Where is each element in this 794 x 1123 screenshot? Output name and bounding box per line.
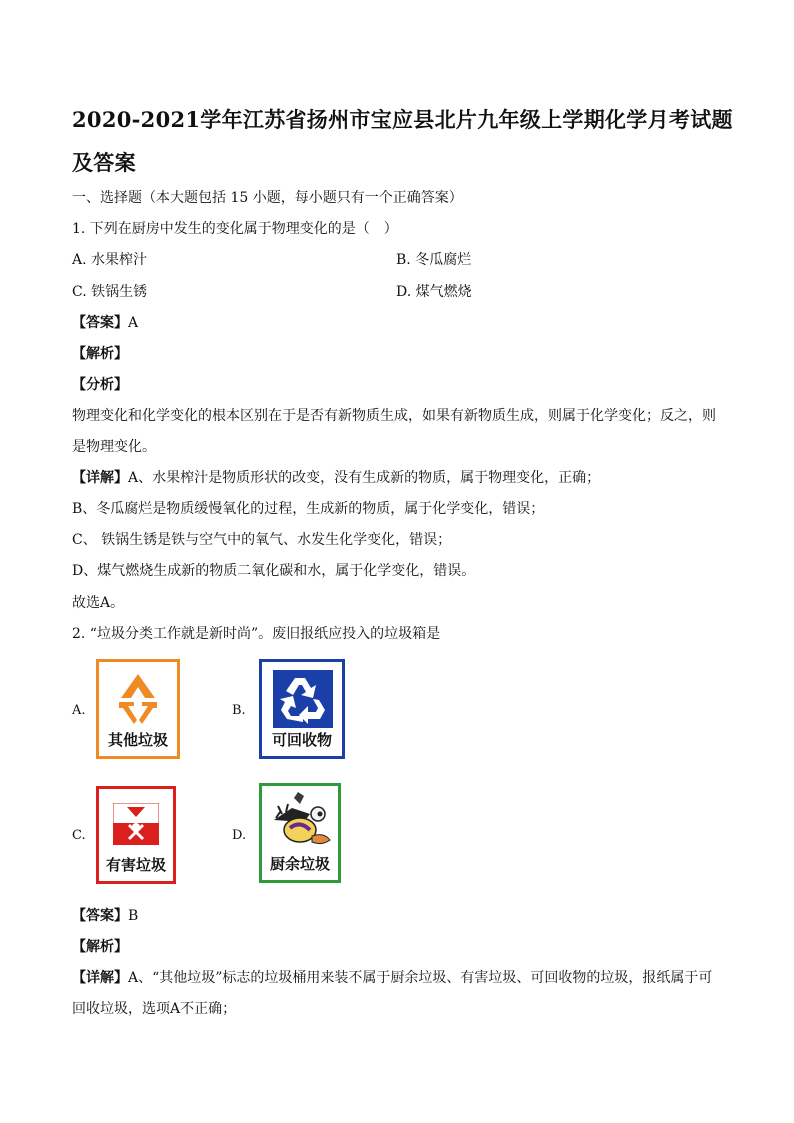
q1-fenxi-tag	[72, 374, 724, 394]
sign-other-waste-label: 其他垃圾	[107, 731, 168, 749]
sign-recyclable	[259, 659, 345, 759]
answer-tag: 【答案】	[72, 908, 128, 924]
recycle-icon	[273, 670, 333, 728]
document-title-line-1: 2020-2021学年江苏省扬州市宝应县北片九年级上学期化学月考试题	[72, 107, 733, 132]
fenxi-tag: 【分析】	[72, 377, 128, 393]
sign-kitchen-waste-label: 厨余垃圾	[269, 855, 330, 873]
q1-fenxi-line-1: 物理变化和化学变化的根本区别在于是否有新物质生成，如果有新物质生成，则属于化学变化；反之，则	[72, 408, 716, 424]
detail-a-text: A、水果榨汁是物质形状的改变，没有生成新的物质，属于物理变化，正确；	[128, 470, 601, 486]
q1-conclusion: 故选A。	[72, 595, 125, 611]
q2-stem: 2. “垃圾分类工作就是新时尚”。废旧报纸应投入的垃圾箱是	[72, 626, 441, 642]
sign-hazardous	[96, 786, 176, 884]
q2-option-d-letter: D.	[232, 828, 247, 843]
q2-detail-a-line-2: 回收垃圾，选项A不正确；	[72, 1001, 237, 1017]
q1-option-b: B. 冬瓜腐烂	[396, 252, 472, 268]
q1-fenxi-line-2: 是物理变化。	[72, 439, 156, 455]
q2-detail-a-line-1	[72, 967, 724, 987]
answer-tag: 【答案】	[72, 315, 128, 331]
q1-detail-d: D、煤气燃烧生成新的物质二氧化碳和水，属于化学变化，错误。	[72, 563, 476, 579]
q1-detail-c: C、 铁锅生锈是铁与空气中的氧气、水发生化学变化，错误；	[72, 532, 452, 548]
answer-value: B	[128, 908, 139, 924]
q2-option-b-letter: B.	[232, 703, 246, 718]
q1-stem: 1. 下列在厨房中发生的变化属于物理变化的是（ ）	[72, 221, 398, 237]
detail-tag: 【详解】	[72, 470, 128, 486]
q1-option-a: A. 水果榨汁	[72, 252, 148, 268]
section-heading: 一、选择题（本大题包括 15 小题，每小题只有一个正确答案）	[72, 190, 463, 206]
q1-analysis-tag	[72, 343, 724, 363]
hazardous-waste-icon	[113, 803, 159, 845]
q2-option-a-letter: A.	[72, 703, 86, 718]
other-waste-icon	[115, 672, 161, 726]
answer-value: A	[128, 315, 139, 331]
q2-answer	[72, 905, 724, 925]
q1-detail-b: B、冬瓜腐烂是物质缓慢氧化的过程，生成新的物质，属于化学变化，错误；	[72, 501, 545, 517]
detail-tag: 【详解】	[72, 970, 128, 986]
sign-kitchen-waste	[259, 783, 341, 883]
sign-recyclable-label: 可回收物	[271, 731, 332, 749]
analysis-tag: 【解析】	[72, 939, 128, 955]
q2-analysis-tag	[72, 936, 724, 956]
analysis-tag: 【解析】	[72, 346, 128, 362]
sign-other-waste	[96, 659, 180, 759]
q1-detail-a	[72, 467, 724, 487]
sign-hazardous-label: 有害垃圾	[105, 856, 166, 874]
kitchen-waste-icon	[270, 792, 334, 850]
q2-option-c-letter: C.	[72, 828, 86, 843]
document-title-line-2: 及答案	[72, 150, 136, 175]
q1-answer	[72, 312, 724, 332]
q1-option-d: D. 煤气燃烧	[396, 284, 472, 300]
detail-a-text: A、“其他垃圾”标志的垃圾桶用来装不属于厨余垃圾、有害垃圾、可回收物的垃圾，报纸属于可	[128, 970, 713, 986]
q1-option-c: C. 铁锅生锈	[72, 284, 148, 300]
